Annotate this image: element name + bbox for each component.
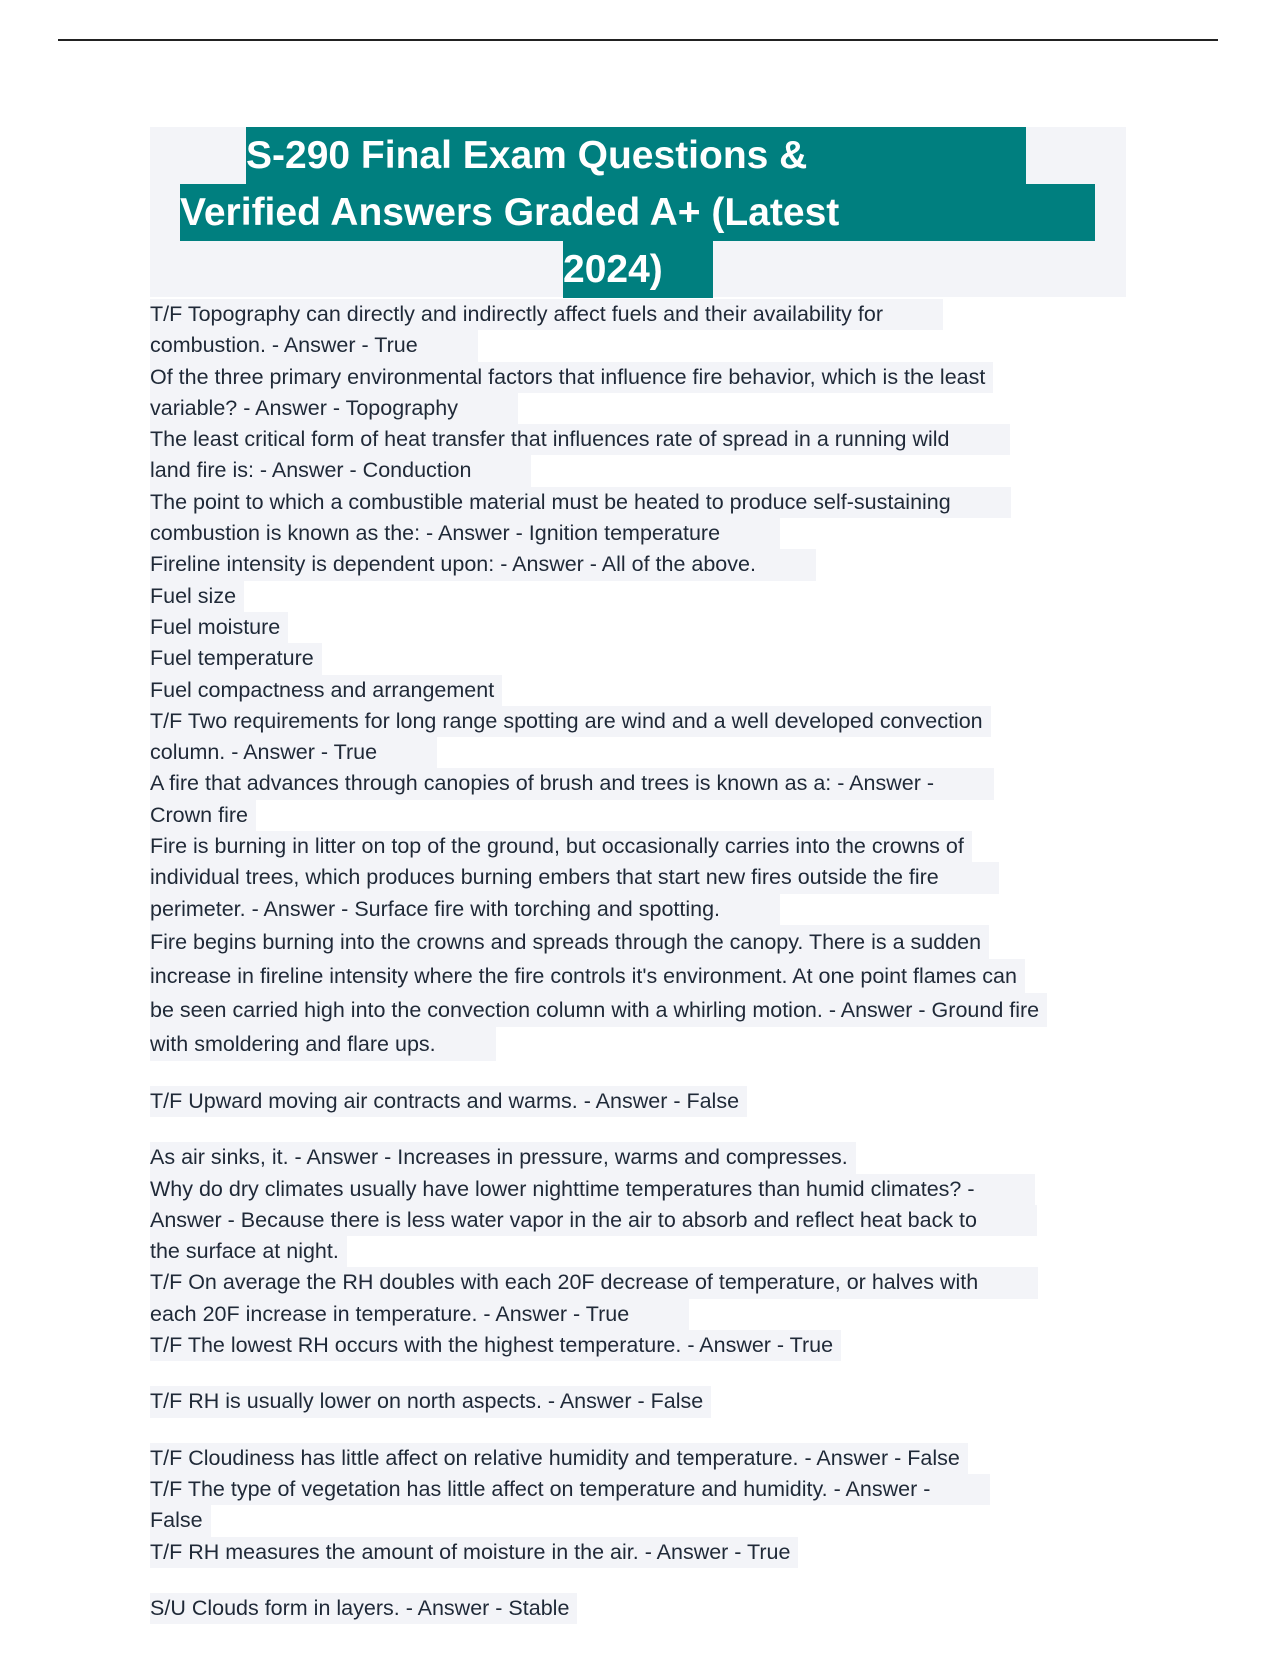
- blank-line: [150, 1418, 1130, 1443]
- text-line: column. - Answer - True: [150, 737, 1130, 768]
- document-title-line-3: 2024): [563, 241, 713, 298]
- text-line: Answer - Because there is less water vapor in the air to absorb and reflect heat back to: [150, 1205, 1130, 1236]
- text-line: combustion is known as the: - Answer - Ignition temperature: [150, 518, 1130, 549]
- text-line: Fire begins burning into the crowns and spreads through the canopy. There is a sudden: [150, 925, 1130, 959]
- text-line: Fuel compactness and arrangement: [150, 675, 1130, 706]
- text-line: T/F The type of vegetation has little affect on temperature and humidity. - Answer -: [150, 1474, 1130, 1505]
- text-line: False: [150, 1505, 1130, 1536]
- text-line: T/F RH measures the amount of moisture in the air. - Answer - True: [150, 1537, 1130, 1568]
- text-line: S/U Clouds form in layers. - Answer - Stable: [150, 1593, 1130, 1624]
- text-line: be seen carried high into the convection column with a whirling motion. - Answer - Ground fire: [150, 993, 1130, 1027]
- text-line: Of the three primary environmental factors that influence fire behavior, which is the least: [150, 362, 1130, 393]
- blank-line: [150, 1361, 1130, 1386]
- text-line: As air sinks, it. - Answer - Increases in pressure, warms and compresses.: [150, 1142, 1130, 1173]
- text-line: each 20F increase in temperature. - Answer - True: [150, 1299, 1130, 1330]
- text-line: Why do dry climates usually have lower nighttime temperatures than humid climates? -: [150, 1174, 1130, 1205]
- text-line: combustion. - Answer - True: [150, 330, 1130, 361]
- text-line: with smoldering and flare ups.: [150, 1027, 1130, 1061]
- text-line: increase in fireline intensity where the fire controls it's environment. At one point flames can: [150, 959, 1130, 993]
- text-line: T/F RH is usually lower on north aspects. - Answer - False: [150, 1386, 1130, 1417]
- text-line: T/F Two requirements for long range spotting are wind and a well developed convection: [150, 706, 1130, 737]
- blank-line: [150, 1568, 1130, 1593]
- text-line: Fire is burning in litter on top of the ground, but occasionally carries into the crowns of: [150, 831, 1130, 862]
- text-line: T/F The lowest RH occurs with the highest temperature. - Answer - True: [150, 1330, 1130, 1361]
- text-line: A fire that advances through canopies of brush and trees is known as a: - Answer -: [150, 768, 1130, 799]
- text-line: T/F Topography can directly and indirectly affect fuels and their availability for: [150, 299, 1130, 330]
- text-line: variable? - Answer - Topography: [150, 393, 1130, 424]
- blank-line: [150, 1117, 1130, 1142]
- text-line: perimeter. - Answer - Surface fire with torching and spotting.: [150, 894, 1130, 925]
- text-line: Fuel size: [150, 581, 1130, 612]
- text-line: Fuel temperature: [150, 643, 1130, 674]
- text-line: T/F On average the RH doubles with each 20F decrease of temperature, or halves with: [150, 1267, 1130, 1298]
- header-rule: [58, 39, 1218, 41]
- text-line: Fuel moisture: [150, 612, 1130, 643]
- blank-line: [150, 1061, 1130, 1086]
- text-line: The point to which a combustible material must be heated to produce self-sustaining: [150, 487, 1130, 518]
- text-line: T/F Upward moving air contracts and warms. - Answer - False: [150, 1086, 1130, 1117]
- document-title-line-2: Verified Answers Graded A+ (Latest: [180, 184, 1095, 241]
- text-line: The least critical form of heat transfer that influences rate of spread in a running wild: [150, 424, 1130, 455]
- text-line: Fireline intensity is dependent upon: - Answer - All of the above.: [150, 549, 1130, 580]
- document-title-line-1: S-290 Final Exam Questions &: [246, 127, 1026, 184]
- text-line: Crown fire: [150, 800, 1130, 831]
- document-body: [150, 299, 1130, 1624]
- text-line: individual trees, which produces burning embers that start new fires outside the fire: [150, 862, 1130, 893]
- text-line: the surface at night.: [150, 1236, 1130, 1267]
- text-line: land fire is: - Answer - Conduction: [150, 455, 1130, 486]
- text-line: T/F Cloudiness has little affect on relative humidity and temperature. - Answer - False: [150, 1443, 1130, 1474]
